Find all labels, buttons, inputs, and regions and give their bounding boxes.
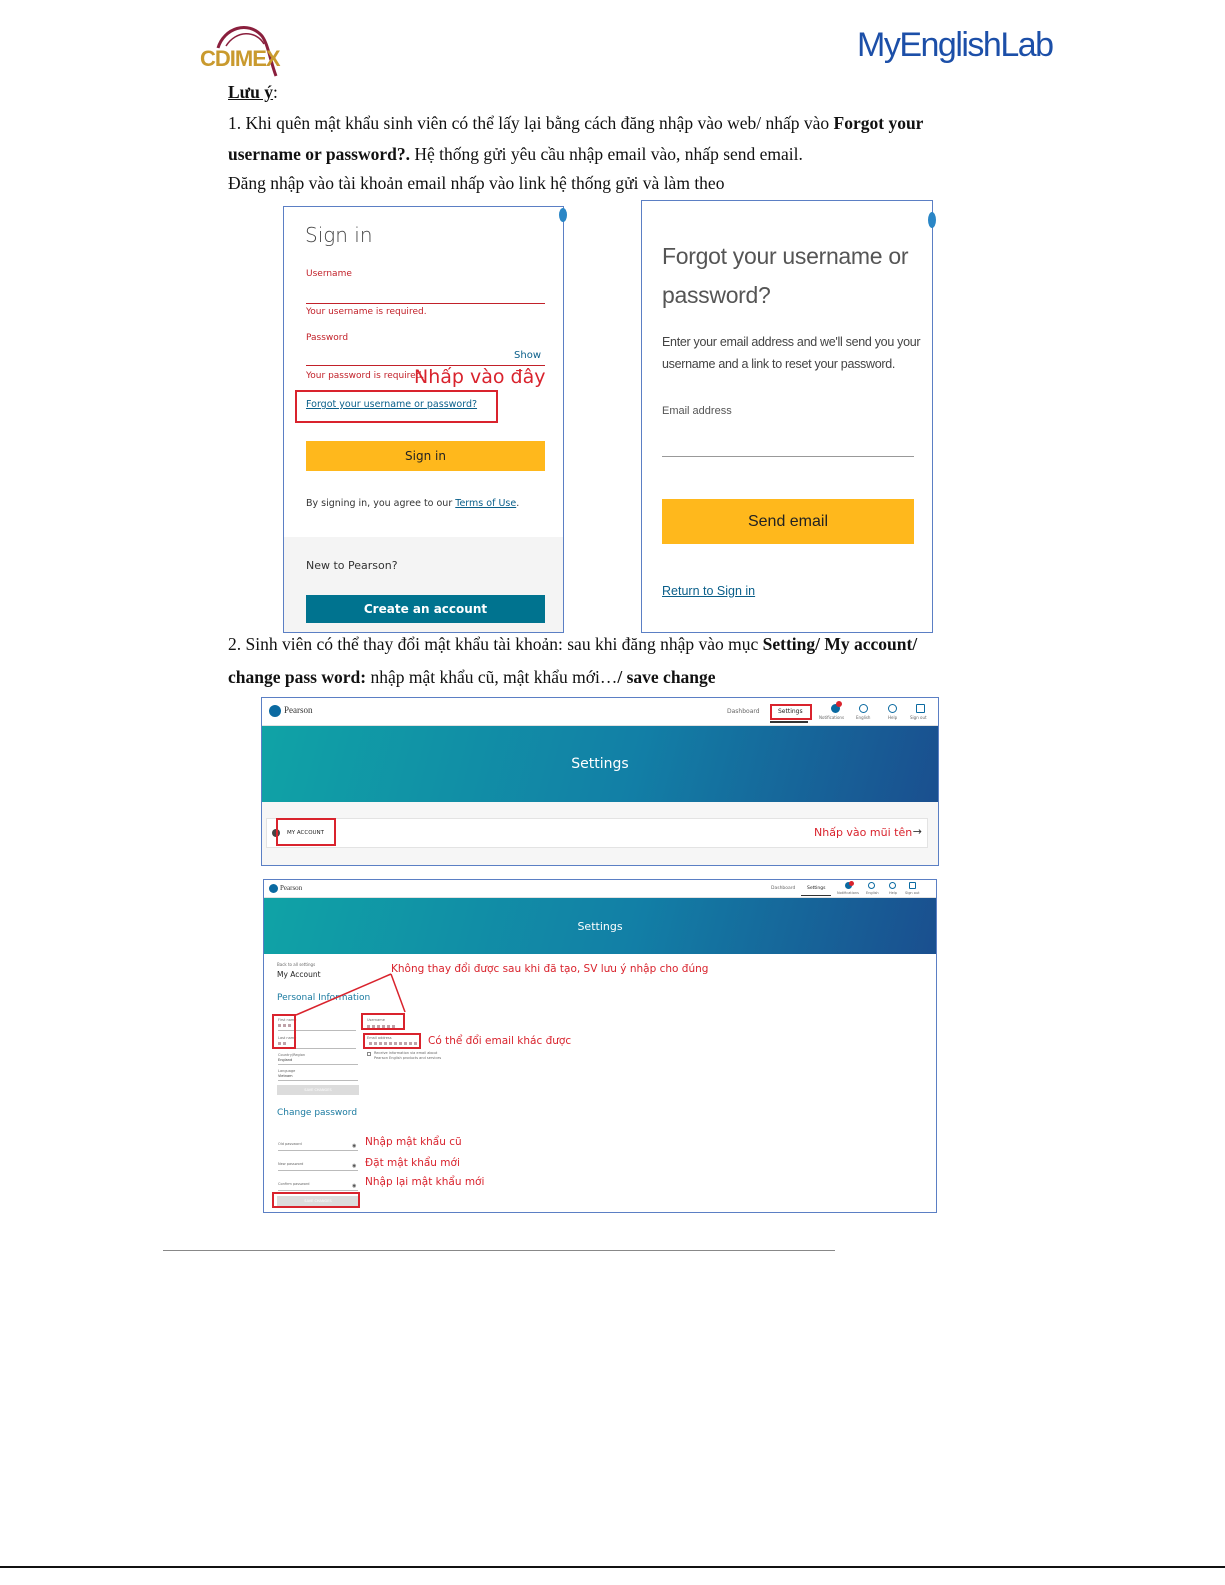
click-arrow-annotation: Nhấp vào mũi tên [814, 826, 913, 839]
paragraph-1-line-3: Đăng nhập vào tài khoản email nhấp vào link hệ thống gửi và làm theo [228, 173, 725, 193]
save-changes-button-1[interactable]: SAVE CHANGES [277, 1085, 359, 1095]
eye-icon-new[interactable]: ◉ [352, 1164, 357, 1169]
my-account-label: MY ACCOUNT [287, 830, 325, 836]
paragraph-1-line-2: username or password?. Hệ thống gửi yêu cầu nhập email vào, nhấp send email. [228, 144, 803, 164]
name-fields-highlight [272, 1014, 296, 1049]
country-select[interactable]: England [278, 1058, 293, 1062]
nav-signout-label: Sign out [910, 715, 927, 720]
language-select[interactable]: Vietnam [278, 1074, 293, 1078]
my-account-title: My Account [277, 970, 321, 979]
sign-out-icon[interactable] [916, 704, 925, 713]
forgot-description: Enter your email address and we'll send you your username and a link to reset your password. [662, 335, 921, 371]
pearson-brand: Pearson [284, 705, 313, 715]
newsletter-text-1: Receive information via email about [374, 1051, 438, 1055]
cdimex-logo [196, 20, 286, 82]
username-field[interactable] [306, 303, 545, 304]
nav-settings[interactable]: Settings [778, 708, 803, 715]
arrow-right-icon[interactable]: → [912, 825, 922, 838]
password-label: Password [306, 333, 349, 343]
signin-title: Sign in [305, 223, 373, 247]
password-error: Your password is required. [306, 371, 425, 381]
signin-button[interactable]: Sign in [306, 441, 545, 471]
new-password-annotation: Đặt mật khẩu mới [365, 1157, 460, 1169]
old-password-annotation: Nhập mật khẩu cũ [365, 1136, 462, 1148]
panel-edge-icon-2 [928, 212, 936, 228]
nav-english-label: English [856, 715, 871, 720]
settings-screenshot-1 [261, 697, 939, 866]
eye-icon-confirm[interactable]: ◉ [352, 1184, 357, 1189]
nav-english-label-2: English [866, 891, 879, 895]
note-heading: Lưu ý: [228, 82, 278, 102]
nav-signout-label-2: Sign out [905, 891, 920, 895]
change-password-heading: Change password [277, 1108, 358, 1118]
terms-text: By signing in, you agree to our Terms of Use. [306, 498, 520, 509]
nav-notifications-label: Notifications [819, 715, 845, 720]
language-globe-icon[interactable] [859, 704, 868, 713]
pearson-logo-icon [269, 705, 281, 717]
settings-banner-2: Settings [264, 898, 936, 954]
settings-nav-highlight [770, 704, 812, 720]
email-highlight [363, 1033, 421, 1049]
email-address-label: Email address [367, 1036, 392, 1040]
save-changes-highlight [272, 1192, 360, 1208]
back-to-settings-link[interactable]: Back to all settings [277, 962, 316, 967]
nav-dashboard[interactable]: Dashboard [727, 708, 760, 715]
confirm-password-annotation: Nhập lại mật khẩu mới [365, 1176, 485, 1188]
paragraph-2-line-2: change pass word: nhập mật khẩu cũ, mật khẩu mới…/ save change [228, 667, 716, 687]
username-label: Username [367, 1018, 385, 1022]
paragraph-1-line-1: 1. Khi quên mật khẩu sinh viên có thể lấy lại bằng cách đăng nhập vào web/ nhấp vào Forgot your [228, 113, 924, 133]
confirm-password-label: Confirm password [278, 1182, 310, 1186]
newsletter-text-2: Pearson English products and services [374, 1056, 442, 1060]
eye-icon-old[interactable]: ◉ [352, 1144, 357, 1149]
notification-badge [836, 701, 842, 707]
terms-link[interactable]: Terms of Use [455, 498, 517, 509]
nav-help-label: Help [888, 715, 898, 720]
pearson-brand-2: Pearson [280, 884, 303, 892]
save-changes-button-2[interactable]: SAVE CHANGES [277, 1196, 359, 1206]
paragraph-2-line-1: 2. Sinh viên có thể thay đổi mật khẩu tài khoản: sau khi đăng nhập vào mục Setting/ My account/ [228, 634, 918, 654]
panel-edge-icon [559, 208, 567, 222]
username-error: Your username is required. [306, 307, 427, 317]
old-password-label: Old password [278, 1142, 302, 1146]
show-password-toggle[interactable]: Show [514, 350, 541, 361]
help-icon[interactable] [888, 704, 897, 713]
username-label: Username [306, 269, 352, 279]
new-to-pearson: New to Pearson? [306, 559, 398, 572]
nav-help-label-2: Help [889, 891, 897, 895]
cdimex-logo-text: CDIMEX [200, 46, 280, 71]
email-field[interactable] [662, 456, 914, 457]
country-label: Country/Region [278, 1053, 306, 1057]
myenglishlab-logo: MyEnglishLab [857, 26, 1053, 64]
nav-settings-underline [770, 721, 808, 723]
top-nav [262, 698, 938, 726]
email-changeable-annotation: Có thể đổi email khác được [428, 1035, 572, 1047]
send-email-button[interactable]: Send email [662, 499, 914, 544]
username-highlight [361, 1013, 405, 1030]
click-here-annotation: Nhấp vào đây [414, 366, 546, 388]
footer-separator [163, 1250, 835, 1251]
return-to-signin-link[interactable]: Return to Sign in [662, 584, 756, 598]
create-account-button[interactable]: Create an account [306, 595, 545, 623]
email-label: Email address [662, 405, 732, 417]
nav-notifications-label-2: Notifications [837, 891, 859, 895]
first-name-label: First name [278, 1018, 297, 1022]
my-account-highlight [276, 818, 336, 846]
nav-dashboard-2[interactable]: Dashboard [771, 886, 796, 891]
personal-info-heading: Personal Information [277, 993, 371, 1003]
settings-banner: Settings [262, 726, 938, 802]
forgot-password-screenshot [641, 200, 933, 633]
new-password-label: New password [278, 1162, 304, 1166]
language-label: Language [278, 1069, 296, 1073]
page-bottom-rule [0, 1566, 1225, 1568]
forgot-password-link[interactable]: Forgot your username or password? [306, 399, 478, 410]
nav-settings-2[interactable]: Settings [807, 886, 826, 891]
forgot-title: Forgot your username or password? [662, 243, 909, 308]
forgot-link-highlight [295, 390, 498, 423]
cannot-change-annotation: Không thay đổi được sau khi đã tạo, SV lưu ý nhập cho đúng [391, 963, 709, 975]
last-name-label: Last name [278, 1036, 297, 1040]
